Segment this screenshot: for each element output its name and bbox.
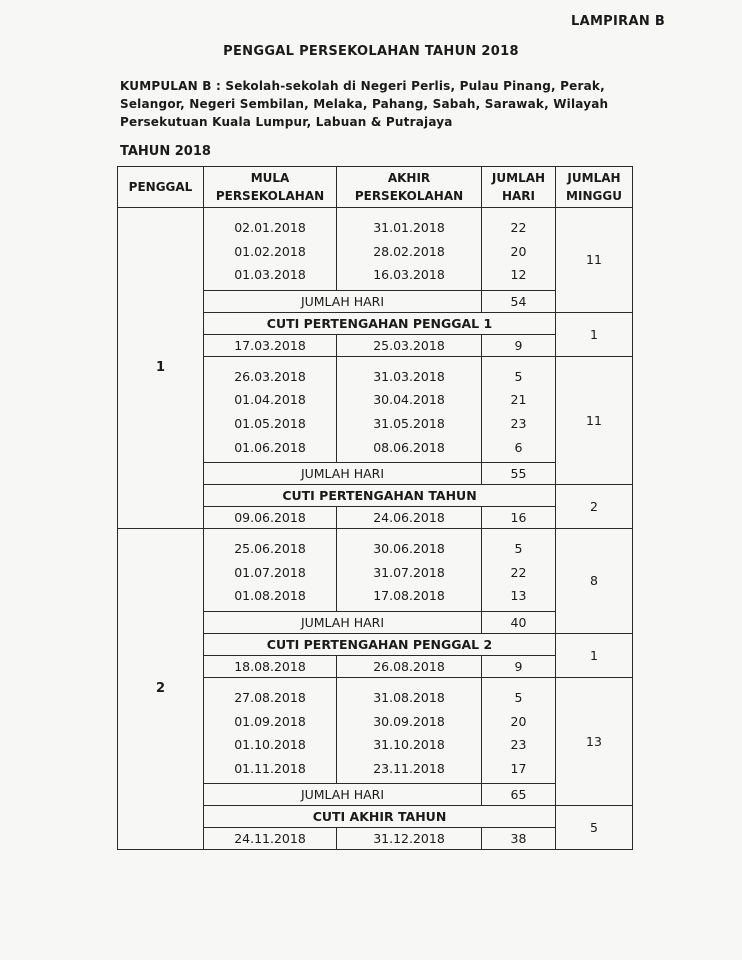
col-akhir <box>337 167 482 208</box>
date: 02.01.2018 <box>234 220 306 235</box>
cuti-title: CUTI AKHIR TAHUN <box>204 806 556 828</box>
minggu-cell: 5 <box>556 806 633 850</box>
kumpulan-line: Persekutuan Kuala Lumpur, Labuan & Putrajaya <box>120 115 453 129</box>
col-jumlah-hari <box>482 167 556 208</box>
date: 26.03.2018 <box>234 368 306 384</box>
mula-cell: 17.03.2018 <box>204 334 337 356</box>
date: 01.05.2018 <box>234 415 306 431</box>
days: 17 <box>510 760 527 776</box>
mula-cell: 18.08.2018 <box>204 655 337 677</box>
hari-cell: 38 <box>482 828 556 850</box>
minggu-cell: 11 <box>556 208 633 313</box>
days: 5 <box>514 541 523 557</box>
days: 22 <box>510 220 527 235</box>
akhir-cell: 31.12.2018 <box>337 828 482 850</box>
table-row <box>118 529 633 612</box>
date: 31.07.2018 <box>373 564 445 580</box>
year-label: TAHUN 2018 <box>120 144 211 159</box>
col-mula-line2: PERSEKOLAHAN <box>215 189 325 203</box>
col-jumlah-minggu-line1: JUMLAH <box>567 171 621 185</box>
mula-cell <box>204 356 337 462</box>
days: 5 <box>514 368 523 384</box>
date: 01.02.2018 <box>234 243 306 259</box>
date: 01.07.2018 <box>234 564 306 580</box>
akhir-cell <box>337 677 482 783</box>
jumlah-hari-value: 40 <box>482 611 556 633</box>
date: 16.03.2018 <box>373 267 445 283</box>
date: 25.06.2018 <box>234 541 306 557</box>
col-jumlah-hari-line2: HARI <box>501 189 536 203</box>
date: 01.09.2018 <box>234 713 306 729</box>
days: 22 <box>510 564 527 580</box>
mula-cell: 09.06.2018 <box>204 507 337 529</box>
col-mula <box>204 167 337 208</box>
date: 23.11.2018 <box>373 760 445 776</box>
date: 01.10.2018 <box>234 737 306 753</box>
akhir-cell: 24.06.2018 <box>337 507 482 529</box>
mula-cell <box>204 677 337 783</box>
jumlah-hari-value: 55 <box>482 463 556 485</box>
minggu-cell: 13 <box>556 677 633 805</box>
date: 31.01.2018 <box>373 220 445 235</box>
date: 08.06.2018 <box>373 439 445 455</box>
cuti-title: CUTI PERTENGAHAN TAHUN <box>204 485 556 507</box>
date: 31.10.2018 <box>373 737 445 753</box>
days: 20 <box>510 713 527 729</box>
date: 31.05.2018 <box>373 415 445 431</box>
minggu-cell: 1 <box>556 312 633 356</box>
jumlah-hari-label: JUMLAH HARI <box>204 290 482 312</box>
mula-cell: 24.11.2018 <box>204 828 337 850</box>
date: 31.08.2018 <box>373 689 445 705</box>
akhir-cell: 25.03.2018 <box>337 334 482 356</box>
lampiran-label: LAMPIRAN B <box>571 14 666 29</box>
mula-cell <box>204 208 337 291</box>
col-mula-line1: MULA <box>250 171 290 185</box>
mula-cell <box>204 529 337 612</box>
cuti-title: CUTI PERTENGAHAN PENGGAL 2 <box>204 633 556 655</box>
minggu-cell: 8 <box>556 529 633 634</box>
kumpulan-description <box>120 77 650 131</box>
akhir-cell <box>337 529 482 612</box>
days: 23 <box>510 415 527 431</box>
days: 13 <box>510 588 527 604</box>
jumlah-hari-value: 54 <box>482 290 556 312</box>
minggu-cell: 2 <box>556 485 633 529</box>
days: 12 <box>510 267 527 283</box>
days: 23 <box>510 737 527 753</box>
col-jumlah-minggu <box>556 167 633 208</box>
minggu-cell: 11 <box>556 356 633 484</box>
jumlah-hari-label: JUMLAH HARI <box>204 463 482 485</box>
date: 30.06.2018 <box>373 541 445 557</box>
col-jumlah-hari-line1: JUMLAH <box>491 171 546 185</box>
col-akhir-line1: AKHIR <box>387 171 431 185</box>
col-jumlah-minggu-line2: MINGGU <box>566 189 622 203</box>
hari-cell <box>482 356 556 462</box>
date: 01.11.2018 <box>234 760 306 776</box>
hari-cell <box>482 677 556 783</box>
jumlah-hari-value: 65 <box>482 784 556 806</box>
hari-cell: 16 <box>482 507 556 529</box>
col-penggal: PENGGAL <box>118 167 204 208</box>
kumpulan-line: KUMPULAN B : Sekolah-sekolah di Negeri Perlis, Pulau Pinang, Perak, <box>120 79 605 93</box>
date: 01.06.2018 <box>234 439 306 455</box>
hari-cell: 9 <box>482 334 556 356</box>
col-akhir-line2: PERSEKOLAHAN <box>354 189 464 203</box>
days: 6 <box>514 439 523 455</box>
date: 28.02.2018 <box>373 243 445 259</box>
cuti-title: CUTI PERTENGAHAN PENGGAL 1 <box>204 312 556 334</box>
school-term-table <box>117 166 633 850</box>
akhir-cell <box>337 208 482 291</box>
hari-cell <box>482 529 556 612</box>
penggal-2-cell: 2 <box>118 529 204 850</box>
table-row <box>118 208 633 291</box>
akhir-cell: 26.08.2018 <box>337 655 482 677</box>
date: 30.09.2018 <box>373 713 445 729</box>
hari-cell <box>482 208 556 291</box>
date: 01.03.2018 <box>234 267 306 283</box>
jumlah-hari-label: JUMLAH HARI <box>204 784 482 806</box>
jumlah-hari-label: JUMLAH HARI <box>204 611 482 633</box>
page-title: PENGGAL PERSEKOLAHAN TAHUN 2018 <box>223 44 519 59</box>
table-header-row <box>118 167 633 208</box>
kumpulan-line: Selangor, Negeri Sembilan, Melaka, Pahang, Sabah, Sarawak, Wilayah <box>120 97 609 111</box>
days: 21 <box>510 392 527 408</box>
days: 5 <box>514 689 523 705</box>
date: 01.04.2018 <box>234 392 306 408</box>
date: 30.04.2018 <box>373 392 445 408</box>
hari-cell: 9 <box>482 655 556 677</box>
akhir-cell <box>337 356 482 462</box>
date: 17.08.2018 <box>373 588 445 604</box>
date: 01.08.2018 <box>234 588 306 604</box>
date: 27.08.2018 <box>234 689 306 705</box>
penggal-1-cell: 1 <box>118 208 204 529</box>
date: 31.03.2018 <box>373 368 445 384</box>
minggu-cell: 1 <box>556 633 633 677</box>
days: 20 <box>510 243 527 259</box>
